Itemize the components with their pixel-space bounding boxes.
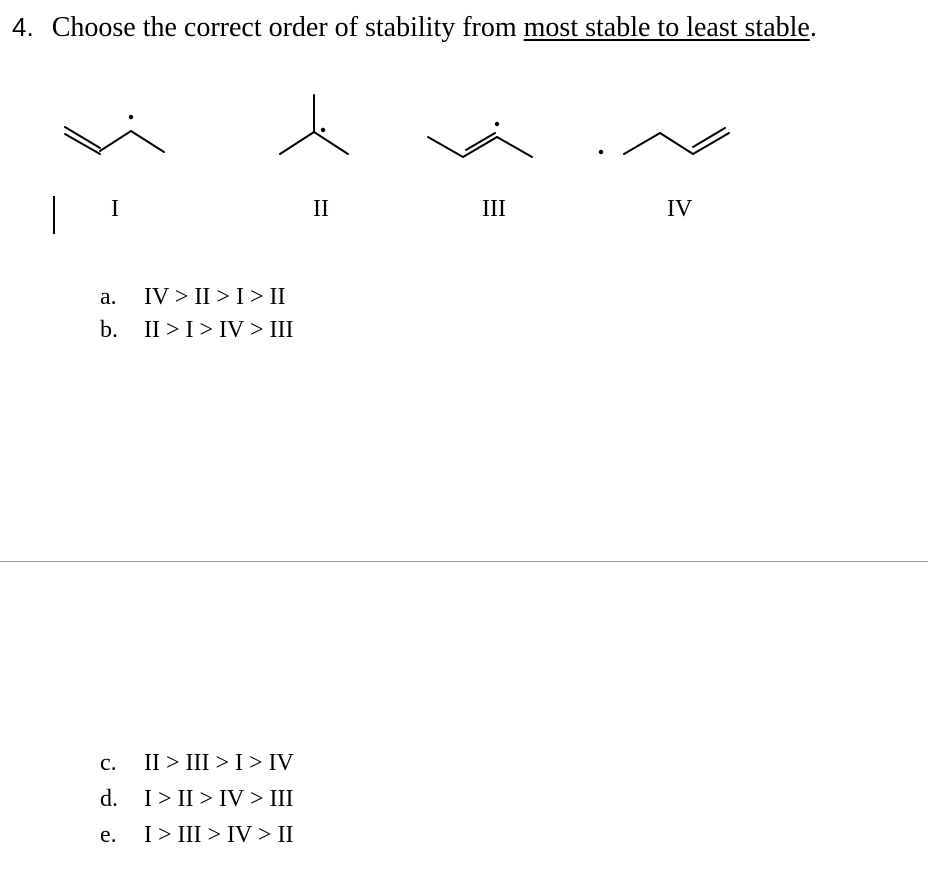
radical-dot-i <box>129 115 133 119</box>
question-number: 4. <box>12 12 34 42</box>
radical-structures <box>0 85 928 185</box>
choice-letter: d. <box>100 786 118 812</box>
radical-dot-iv <box>599 150 603 154</box>
structure-iii <box>428 122 532 157</box>
question-emphasis: most stable to least stable <box>523 12 810 43</box>
radical-dot-iii <box>495 122 499 126</box>
question-end: . <box>809 12 817 43</box>
choice-letter: b. <box>100 317 118 343</box>
choice-text: IV > II > I > II <box>144 284 286 310</box>
structure-iv <box>599 128 729 154</box>
choice-letter: e. <box>100 822 117 848</box>
choice-a[interactable] <box>100 284 285 311</box>
label-i: I <box>111 196 119 222</box>
choice-text: I > II > IV > III <box>144 786 294 812</box>
choice-e[interactable] <box>100 822 293 849</box>
choice-c[interactable] <box>100 750 294 777</box>
choice-d[interactable] <box>100 786 293 813</box>
choice-text: I > III > IV > II <box>144 822 294 848</box>
label-ii: II <box>313 196 329 222</box>
structure-i <box>65 115 164 154</box>
page-divider <box>0 561 928 562</box>
label-iii: III <box>482 196 506 222</box>
structure-ii <box>280 95 348 154</box>
choice-letter: c. <box>100 750 117 776</box>
question-prompt: Choose the correct order of stability from <box>51 12 524 43</box>
radical-dot-ii <box>321 128 325 132</box>
question-text <box>12 12 817 44</box>
choice-text: II > I > IV > III <box>144 317 294 343</box>
choice-b[interactable] <box>100 317 293 344</box>
text-cursor <box>53 196 55 234</box>
choice-letter: a. <box>100 284 117 310</box>
choice-text: II > III > I > IV <box>144 750 294 776</box>
label-iv: IV <box>667 196 693 222</box>
